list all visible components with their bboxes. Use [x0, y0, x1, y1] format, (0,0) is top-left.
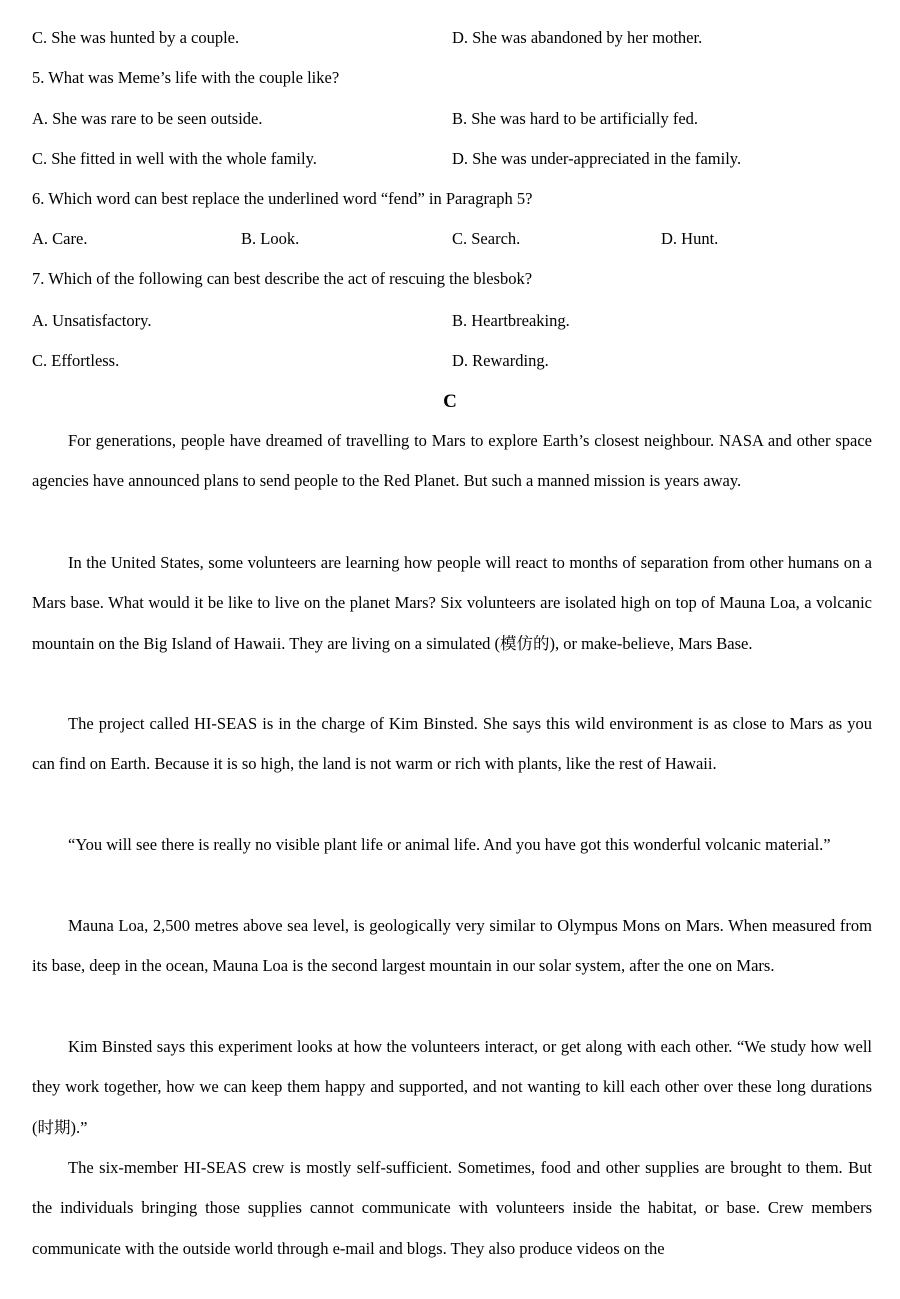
q5-option-a: A. She was rare to be seen outside. — [32, 109, 263, 128]
q6-option-a: A. Care. — [32, 229, 88, 248]
paragraph-7: The six-member HI-SEAS crew is mostly self-sufficient. Sometimes, food and other supplies are brought to them. But the individuals bringing those supplies cannot communicate with volunteers inside the habitat, or base. Crew members communicate with the outside world through e-mail and blogs. They also produce videos on the — [32, 1158, 872, 1258]
q7-option-b: B. Heartbreaking. — [452, 311, 570, 330]
q7-option-d: D. Rewarding. — [452, 351, 549, 370]
paragraph-3: The project called HI-SEAS is in the charge of Kim Binsted. She says this wild environment is as close to Mars as you can find on Earth. Because it is so high, the land is not warm or rich with plants, like the rest of Hawaii. — [32, 714, 872, 774]
q7-option-a: A. Unsatisfactory. — [32, 311, 152, 330]
q6-stem: 6. Which word can best replace the underlined word “fend” in Paragraph 5? — [32, 189, 533, 208]
q4-option-d: D. She was abandoned by her mother. — [452, 28, 703, 47]
q5-stem: 5. What was Meme’s life with the couple like? — [32, 68, 340, 87]
q7-stem: 7. Which of the following can best describe the act of rescuing the blesbok? — [32, 269, 533, 288]
q6-option-d: D. Hunt. — [661, 229, 719, 248]
q6-option-c: C. Search. — [452, 229, 521, 248]
q5-option-d: D. She was under-appreciated in the family. — [452, 149, 742, 168]
q6-option-b: B. Look. — [241, 229, 300, 248]
q7-option-c: C. Effortless. — [32, 351, 120, 370]
paragraph-5: Mauna Loa, 2,500 metres above sea level, is geologically very similar to Olympus Mons on Mars. When measured from its base, deep in the ocean, Mauna Loa is the second largest mountain in our solar system, after the one on Mars. — [32, 916, 872, 976]
paragraph-1: For generations, people have dreamed of travelling to Mars to explore Earth’s closest neighbour. NASA and other space agencies have announced plans to send people to the Red Planet. But such a manned mission is years away. — [32, 431, 872, 491]
q5-option-b: B. She was hard to be artificially fed. — [452, 109, 699, 128]
q4-option-c: C. She was hunted by a couple. — [32, 28, 240, 47]
paragraph-2: In the United States, some volunteers are learning how people will react to months of separation from other humans on a Mars base. What would it be like to live on the planet Mars? Six volunteers are isolated high on top of Mauna Loa, a volcanic mountain on the Big Island of Hawaii. They are living on a simulated (模仿的), or make-believe, Mars Base. — [32, 553, 872, 653]
section-heading: C — [443, 391, 457, 412]
paragraph-6: Kim Binsted says this experiment looks at how the volunteers interact, or get along with each other. “We study how well they work together, how we can keep them happy and supported, and not wanting to kill each other over these long durations (时期).” — [32, 1037, 872, 1137]
q5-option-c: C. She fitted in well with the whole family. — [32, 149, 317, 168]
paragraph-4: “You will see there is really no visible plant life or animal life. And you have got this wonderful volcanic material.” — [68, 835, 831, 854]
